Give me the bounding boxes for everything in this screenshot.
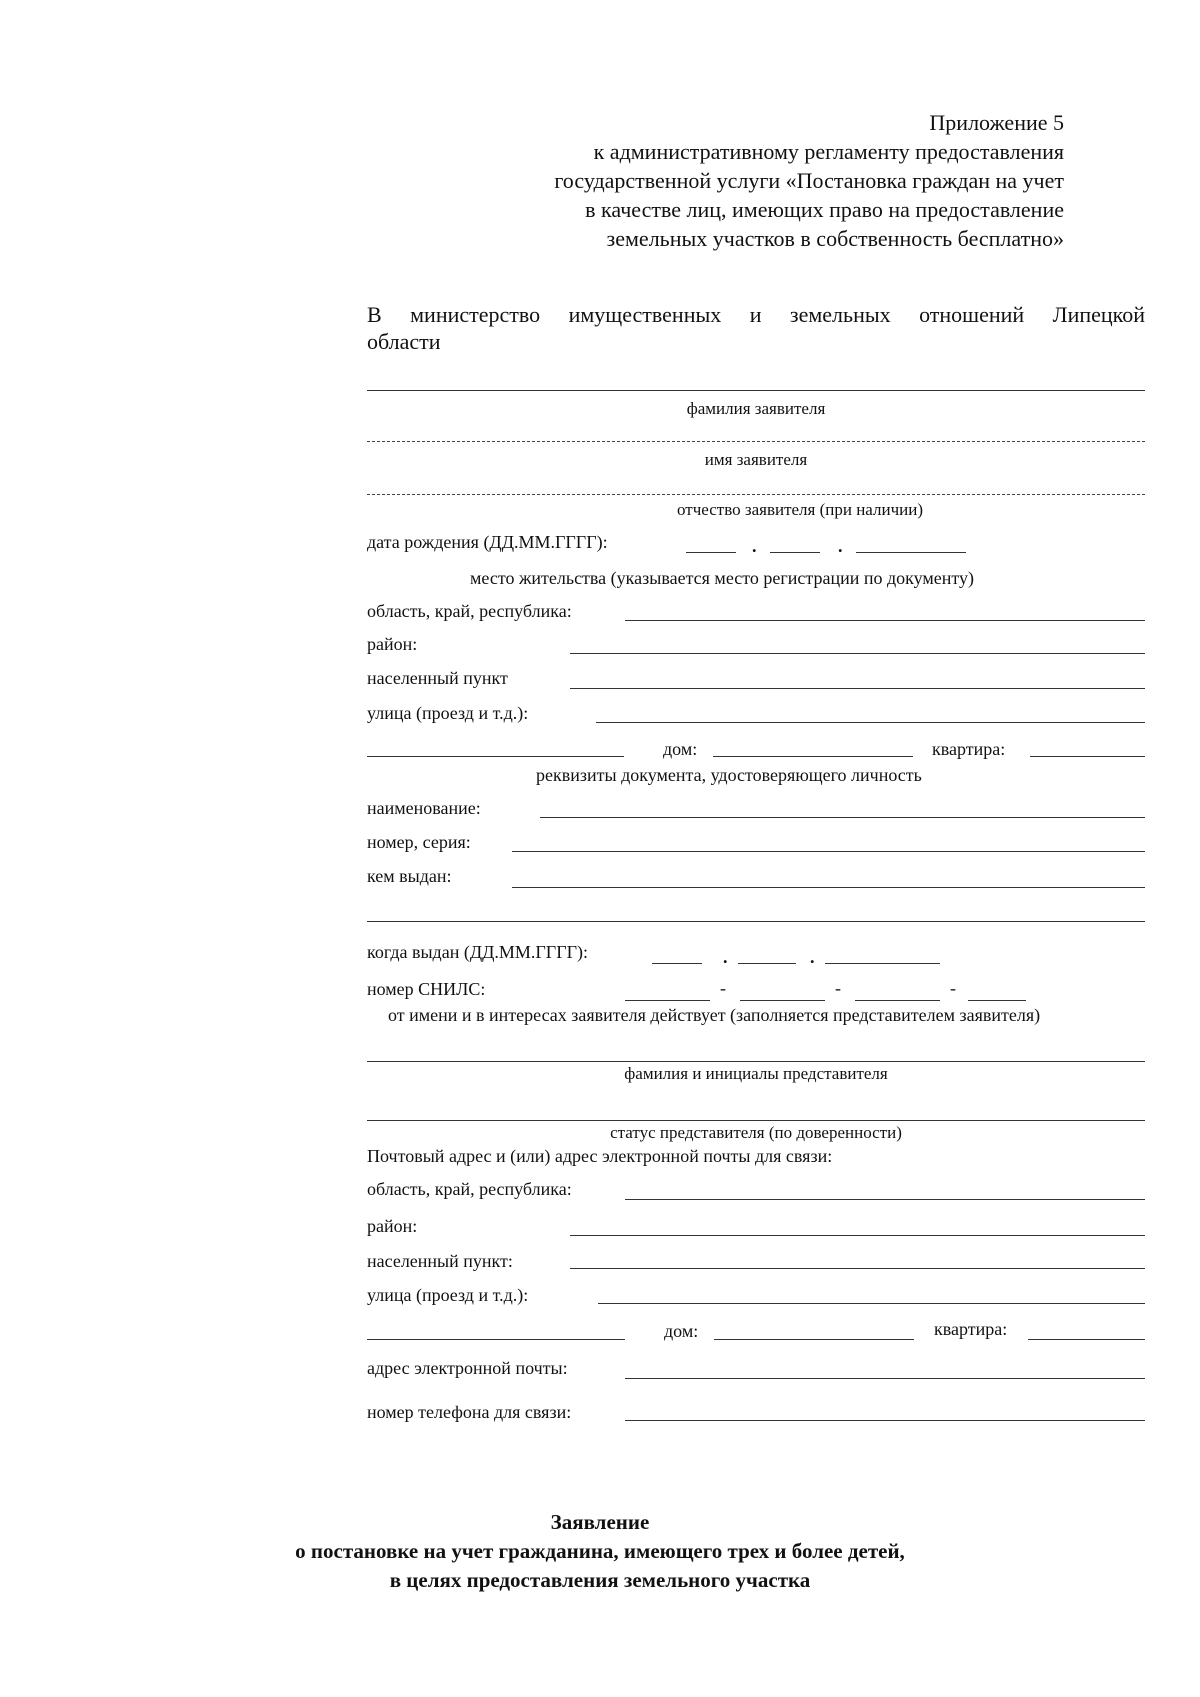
residence-street-field[interactable]: [596, 722, 1145, 723]
appendix-line: государственной услуги «Постановка граждан на учет: [554, 168, 1064, 193]
birth-month-field[interactable]: [770, 552, 820, 553]
issue-month-field[interactable]: [738, 963, 796, 964]
snils-label: номер СНИЛС:: [367, 979, 486, 999]
residence-heading: место жительства (указывается место регистрации по документу): [470, 568, 975, 588]
document-name-field[interactable]: [540, 817, 1145, 818]
document-issue-date-label: когда выдан (ДД.ММ.ГГГГ):: [367, 942, 589, 962]
contact-street-extra-field[interactable]: [367, 1339, 625, 1340]
appendix-line: в качестве лиц, имеющих право на предоставление: [585, 197, 1064, 222]
phone-field[interactable]: [625, 1420, 1145, 1421]
birth-year-field[interactable]: [856, 552, 966, 553]
email-label: адрес электронной почты:: [367, 1358, 568, 1378]
email-field[interactable]: [625, 1378, 1145, 1379]
contact-district-field[interactable]: [570, 1235, 1145, 1236]
patronymic-field[interactable]: [367, 494, 1145, 495]
statement-subtitle-line-1: о постановке на учет гражданина, имеющего трех и более детей,: [295, 1539, 905, 1563]
representative-heading: от имени и в интересах заявителя действует (заполняется представителем заявителя): [388, 1005, 1041, 1025]
document-name-label: наименование:: [367, 798, 481, 818]
residence-house-field[interactable]: [713, 756, 913, 757]
document-issued-by-label: кем выдан:: [367, 866, 452, 886]
document-issued-by-field[interactable]: [512, 887, 1145, 888]
contact-district-label: район:: [367, 1216, 418, 1236]
snils-part-4-field[interactable]: [968, 1000, 1026, 1001]
contact-locality-field[interactable]: [570, 1268, 1145, 1269]
addressee-line-1: В министерство имущественных и земельных отношений Липецкой: [367, 302, 1145, 327]
birth-day-field[interactable]: [686, 552, 736, 553]
contact-region-field[interactable]: [625, 1199, 1145, 1200]
document-number-field[interactable]: [512, 851, 1145, 852]
appendix-line: Приложение 5: [929, 110, 1064, 135]
statement-title: Заявление: [550, 1510, 650, 1534]
contact-street-label: улица (проезд и т.д.):: [367, 1285, 529, 1305]
birth-date-label: дата рождения (ДД.ММ.ГГГГ):: [367, 532, 608, 552]
document-number-label: номер, серия:: [367, 832, 471, 852]
appendix-line: земельных участков в собственность бесплатно»: [606, 226, 1064, 251]
representative-name-field[interactable]: [367, 1061, 1145, 1062]
residence-apartment-field[interactable]: [1030, 756, 1145, 757]
contact-locality-label: населенный пункт:: [367, 1251, 513, 1271]
statement-subtitle-line-2: в целях предоставления земельного участка: [389, 1568, 811, 1592]
snils-part-2-field[interactable]: [740, 1000, 825, 1001]
residence-house-label: дом:: [663, 739, 698, 759]
date-separator: .: [752, 536, 757, 556]
snils-separator: -: [950, 978, 956, 998]
addressee-line-2: области: [367, 329, 441, 354]
residence-street-label: улица (проезд и т.д.):: [367, 703, 529, 723]
document-issued-by-extra-field[interactable]: [367, 921, 1145, 922]
residence-district-label: район:: [367, 634, 418, 654]
snils-part-1-field[interactable]: [625, 1000, 710, 1001]
representative-status-caption: статус представителя (по доверенности): [610, 1123, 902, 1142]
representative-status-field[interactable]: [367, 1120, 1145, 1121]
identity-document-heading: реквизиты документа, удостоверяющего личность: [536, 765, 922, 785]
residence-apartment-label: квартира:: [932, 739, 1006, 759]
residence-locality-field[interactable]: [570, 688, 1145, 689]
patronymic-caption: отчество заявителя (при наличии): [677, 500, 923, 519]
issue-year-field[interactable]: [825, 963, 940, 964]
snils-separator: -: [720, 978, 726, 998]
phone-label: номер телефона для связи:: [367, 1402, 572, 1422]
contact-apartment-field[interactable]: [1028, 1339, 1145, 1340]
date-separator: .: [838, 536, 843, 556]
contact-house-label: дом:: [664, 1321, 699, 1341]
snils-part-3-field[interactable]: [855, 1000, 940, 1001]
contact-house-field[interactable]: [714, 1339, 914, 1340]
surname-caption: фамилия заявителя: [686, 399, 826, 418]
contact-apartment-label: квартира:: [934, 1319, 1008, 1339]
residence-region-label: область, край, республика:: [367, 601, 572, 621]
representative-name-caption: фамилия и инициалы представителя: [624, 1064, 888, 1083]
date-separator: .: [723, 947, 728, 967]
residence-region-field[interactable]: [625, 620, 1145, 621]
residence-locality-label: населенный пункт: [367, 668, 508, 688]
contact-street-field[interactable]: [598, 1303, 1145, 1304]
surname-field[interactable]: [367, 390, 1145, 391]
issue-day-field[interactable]: [652, 963, 702, 964]
name-field[interactable]: [367, 441, 1145, 442]
appendix-line: к административному регламенту предоставления: [593, 139, 1064, 164]
contact-region-label: область, край, республика:: [367, 1179, 572, 1199]
contact-heading: Почтовый адрес и (или) адрес электронной почты для связи:: [367, 1146, 833, 1166]
snils-separator: -: [835, 978, 841, 998]
residence-district-field[interactable]: [570, 653, 1145, 654]
name-caption: имя заявителя: [704, 450, 808, 469]
residence-street-extra-field[interactable]: [367, 756, 624, 757]
appendix-header: [464, 108, 1064, 253]
date-separator: .: [810, 947, 815, 967]
